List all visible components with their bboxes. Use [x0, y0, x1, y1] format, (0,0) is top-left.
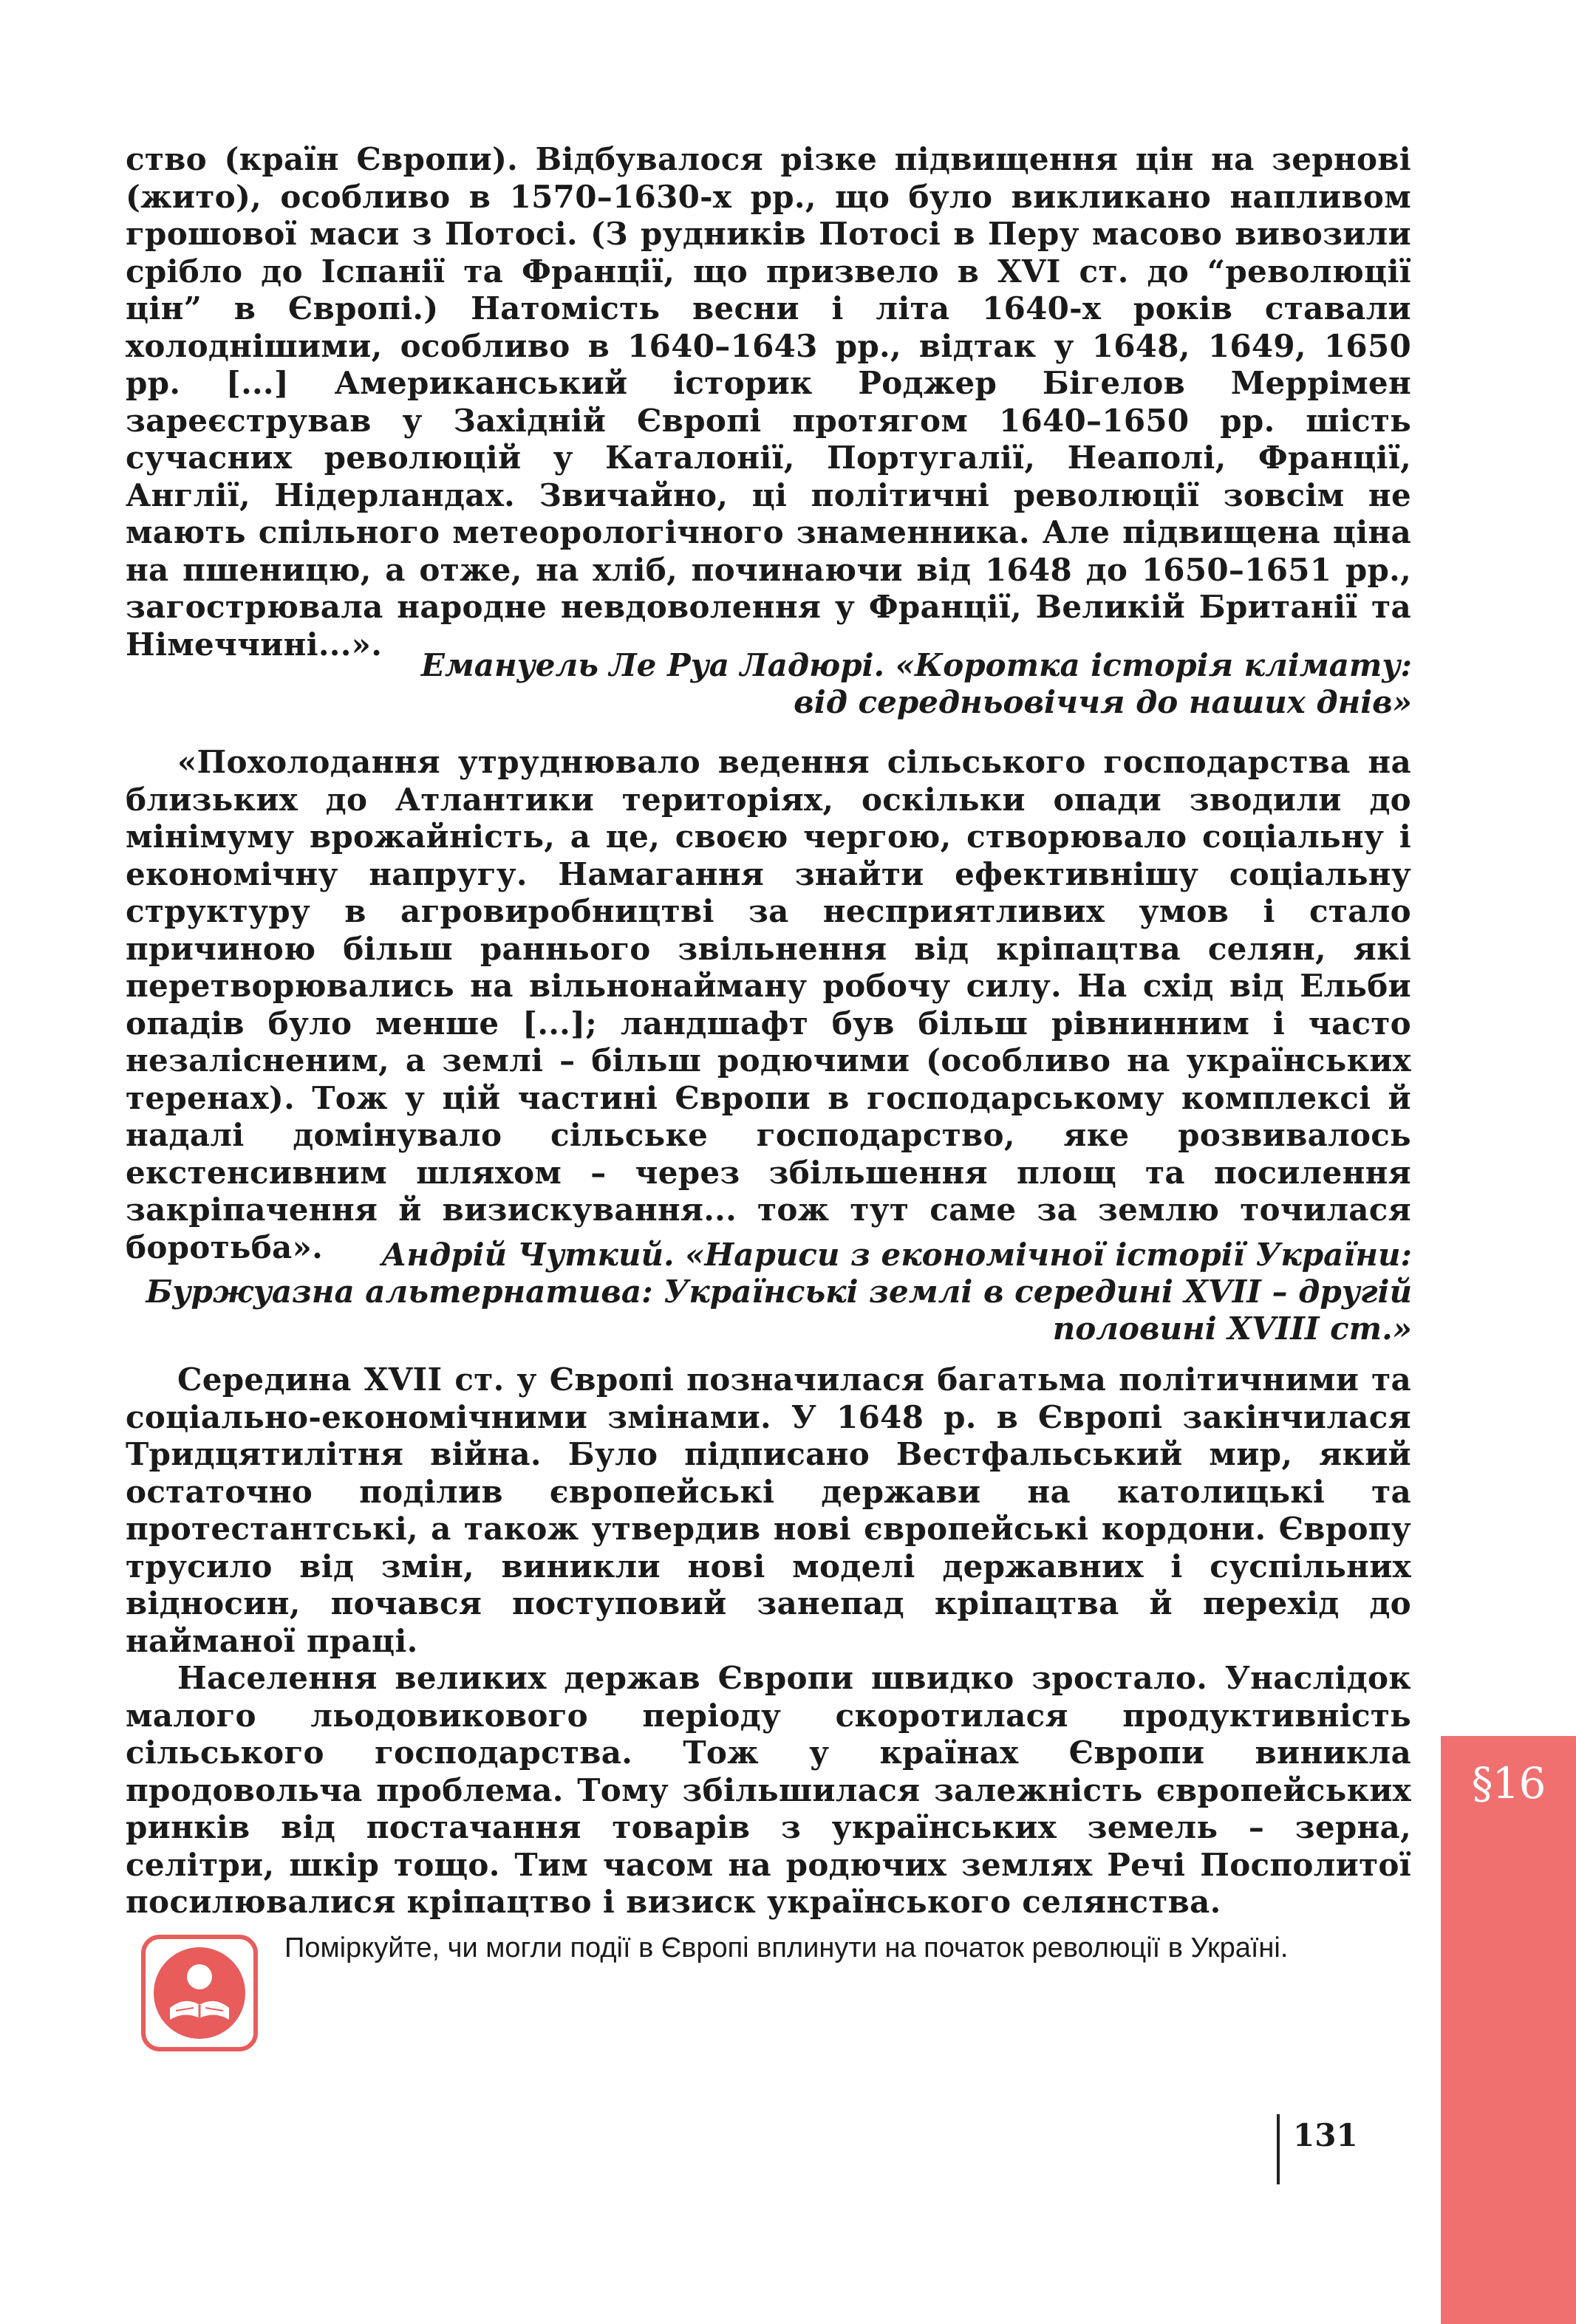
section-tab [1441, 1736, 1576, 2324]
quote-1-text: ство (країн Європи). Відбувалося різке підвищення цін на зернові (жито), особливо в 1570–1630-х рр., що було викликано напливом грошової маси з Потосі. (З рудників Потосі в Перу масово вивозили срібло до Іспанії та Франції, що призвело в XVI ст. до “революції цін” в Європі.) Натомість весни і літа 1640-х років ставали холоднішими, особливо в 1640–1643 рр., відтак у 1648, 1649, 1650 рр. [...] Американський історик Роджер Бігелов Меррімен зареєстрував у Західній Європі протягом 1640–1650 рр. шість сучасних революцій у Каталонії, Португалії, Неаполі, Франції, Англії, Нідерландах. Звичайно, ці політичні революції зовсім не мають спільного метеорологічного знаменника. Але підвищена ціна на пшеницю, а отже, на хліб, починаючи від 1648 до 1650–1651 рр., загострювала народне невдоволення у Франції, Великій Британії та Німеччині...». [126, 141, 1411, 663]
quote-block-2 [126, 744, 1411, 1266]
paragraph-2: Населення великих держав Європи швидко зростало. Унаслідок малого льодовикового періоду скоротилася продуктивність сільського господарства. Тож у країнах Європи виникла продовольча проблема. Тому збільшилася залежність європейських ринків від постачання товарів з українських земель – зерна, селітри, шкір тощо. Тим часом на родючих землях Речі Посполитої посилювалися кріпацтво і визиск українського селянства. [126, 1660, 1411, 1920]
page-number-divider [1277, 2114, 1280, 2184]
quote-2-citation-line-2: Буржуазна альтернатива: Українські землі в середині XVII – другій [146, 1274, 1412, 1310]
page-number: 131 [1293, 2117, 1358, 2153]
quote-2-citation-line-1: Андрій Чуткий. «Нариси з економічної історії України: [381, 1237, 1412, 1273]
quote-1-citation-line-1: Емануель Ле Руа Ладюрі. «Коротка історія клімату: [420, 647, 1412, 683]
main-text [126, 1361, 1411, 1921]
quote-1-citation [421, 647, 1412, 721]
quote-block-1 [126, 141, 1411, 663]
quote-2-text: «Похолодання утруднювало ведення сільського господарства на близьких до Атлантики територіях, оскільки опади зводили до мінімуму врожайність, а це, своєю чергою, створювало соціальну і економічну напругу. Намагання знайти ефективнішу соціальну структуру в агровиробництві за несприятливих умов і стало причиною більш раннього звільнення від кріпацтва селян, які перетворювались на вільнонайману робочу силу. На схід від Ельби опадів було менше [...]; ландшафт був більш рівнинним і часто незалісненим, а землі – більш родючими (особливо на українських теренах). Тож у цій частині Європи в господарському комплексі й надалі домінувало сільське господарство, яке розвивалось екстенсивним шляхом – через збільшення площ та посилення закріпачення й визискування... тож тут саме за землю точилася боротьба». [126, 744, 1411, 1265]
quote-2-citation [146, 1237, 1413, 1347]
reader-thinking-icon [140, 1934, 259, 2052]
quote-2-citation-line-3: половині XVIII ст.» [1052, 1310, 1412, 1347]
quote-1-citation-line-2: від середньовіччя до наших днів» [794, 684, 1412, 720]
section-label: §16 [1471, 1758, 1546, 1808]
task-text: Поміркуйте, чи могли події в Європі вплинути на початок революції в Україні. [284, 1932, 1289, 1964]
paragraph-1: Середина XVII ст. у Європі позначилася багатьма політичними та соціально-економічними змінами. У 1648 р. в Європі закінчилася Тридцятилітня війна. Було підписано Вестфальський мир, який остаточно поділив європейські держави на католицькі та протестантські, а також утвердив нові європейські кордони. Європу трусило від змін, виникли нові моделі державних і суспільних відносин, почався поступовий занепад кріпацтва й перехід до найманої праці. [126, 1361, 1411, 1659]
